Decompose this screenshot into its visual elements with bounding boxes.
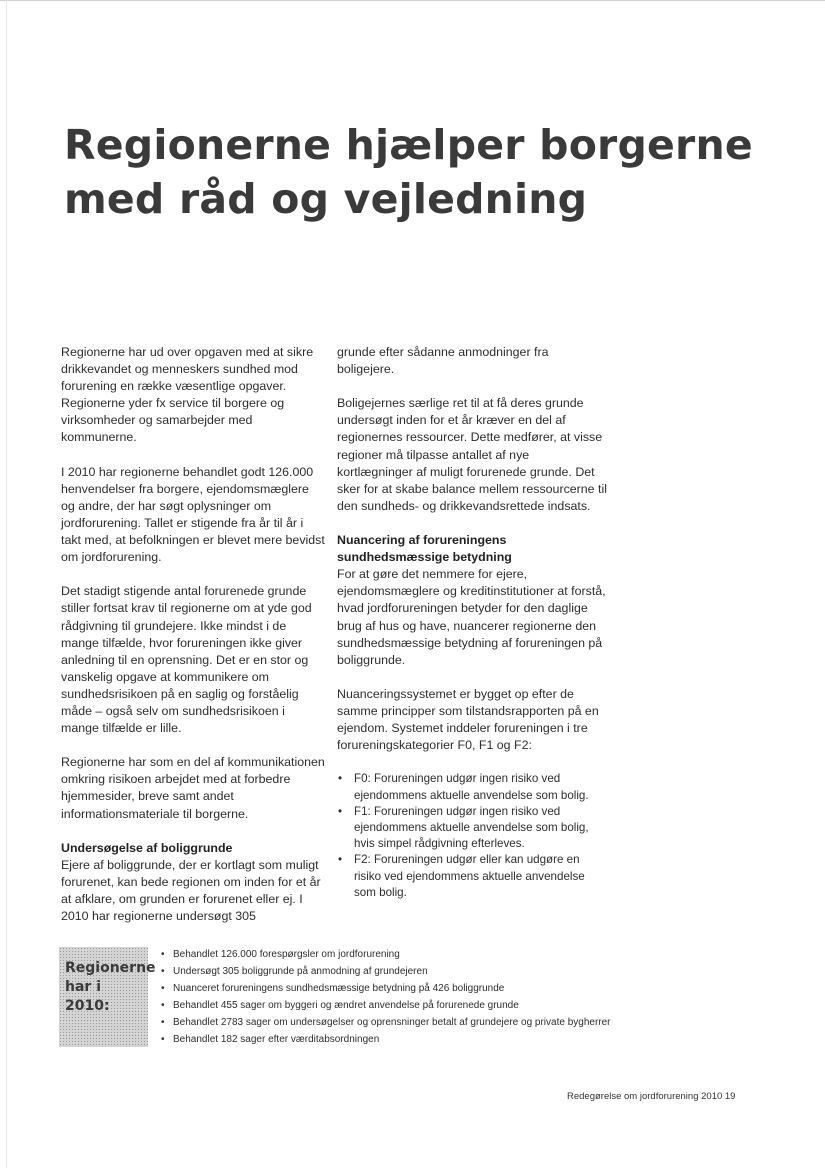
- category-list: [337, 771, 607, 901]
- paragraph-inquiries: I 2010 har regionerne behandlet godt 126.000 henvendelser fra borgere, ejendomsmæglere og andre, der har søgt oplysninger om jordforurening. Tallet er stigende fra år til år i takt med, at befolkningen er blevet mere bevidst om jordforurening.: [61, 464, 325, 565]
- summary-label-box: [59, 947, 156, 1047]
- page-footer: Redegørelse om jordforurening 2010 19: [567, 1091, 736, 1102]
- list-item: • Undersøgt 305 boliggrunde på anmodning af grundejeren: [161, 964, 681, 981]
- list-item: • Nuanceret forureningens sundhedsmæssige betydning på 426 boliggrunde: [161, 981, 681, 998]
- left-column: [61, 344, 326, 925]
- paragraph-continuation: grunde efter sådanne anmodninger fra boligejere.: [337, 345, 549, 377]
- list-item: • F0: Forureningen udgør ingen risiko ved ejendommens aktuelle anvendelse som bolig.: [337, 771, 607, 803]
- list-item: • Behandlet 182 sager efter værditabsordningen: [161, 1032, 681, 1049]
- paragraph-categories: Nuanceringssystemet er bygget op efter de samme principper som tilstandsrapporten på en ejendom. Systemet inddeler forureningen i tre forureningskategorier F0, F1 og F2:: [337, 686, 599, 753]
- list-item: • Behandlet 455 sager om byggeri og ændret anvendelse på forurenede grunde: [161, 998, 681, 1015]
- scan-top-edge: [0, 0, 825, 1]
- page-title: [64, 118, 764, 226]
- paragraph-nuancering: For at gøre det nemmere for ejere, ejendomsmæglere og kreditinstitutioner at forstå, hvad jordforureningen betyder for den daglige brug af hus og have, nuancerer regionerne den sundhedsmæssige betydning af forureningen på boliggrunde.: [337, 567, 606, 667]
- scan-left-edge: [6, 0, 7, 1168]
- section-heading-boliggrunde: Undersøgelse af boliggrunde: [61, 840, 233, 855]
- list-item: • Behandlet 2783 sager om undersøgelser og oprensninger betalt af grundejere og private bygherrer: [161, 1015, 681, 1032]
- summary-label: Regionerne har i 2010:: [65, 960, 156, 1014]
- paragraph-owner-rights: Boligejernes særlige ret til at få deres grunde undersøgt inden for et år kræver en del af regionernes ressourcer. Dette medfører, at visse regioner må tilpasse antallet af nye kortlægninger af muligt forurenede grunde. Det sker for at skabe balance mellem ressourcerne til den sundheds- og drikkevandsrettede indsats.: [337, 396, 607, 513]
- section-heading-nuancering: Nuancering af forureningens sundhedsmæssige betydning: [337, 533, 512, 565]
- paragraph-advice: Det stadigt stigende antal forurenede grunde stiller fortsat krav til regionerne om at yde god rådgivning til grundejere. Ikke mindst i de mange tilfælde, hvor forureningen ikke giver anledning til en oprensning. Det er en stor og vanskelig opgave at kommunikere om sundhedsrisikoen på en saglig og forståelig måde – også selv om sundhedsrisikoen i mange tilfælde er lille.: [61, 584, 312, 736]
- list-item: • F2: Forureningen udgør eller kan udgøre en risiko ved ejendommens aktuelle anvendelse som bolig.: [337, 852, 607, 901]
- summary-list: [161, 947, 681, 1048]
- paragraph-intro: Regionerne har ud over opgaven med at sikre drikkevandet og menneskers sundhed mod forurening en række væsentlige opgaver. Regionerne yder fx service til borgere og virksomheder og samarbejder med kommunerne.: [61, 345, 314, 445]
- paragraph-communication: Regionerne har som en del af kommunikationen omkring risikoen arbejdet med at forbedre hjemmesider, breve samt andet informationsmateriale til borgerne.: [61, 755, 325, 821]
- list-item: • Behandlet 126.000 forespørgsler om jordforurening: [161, 947, 681, 964]
- right-column: [337, 344, 607, 901]
- list-item: • F1: Forureningen udgør ingen risiko ved ejendommens aktuelle anvendelse som bolig, hvis simpel rådgivning efterleves.: [337, 804, 607, 853]
- paragraph-boliggrunde: Ejere af boliggrunde, der er kortlagt som muligt forurenet, kan bede regionen om inden for et år at afklare, om grunden er forurenet eller ej. I 2010 har regionerne undersøgt 305: [61, 857, 321, 924]
- title-line-1: Regionerne hjælper borgerne: [64, 121, 753, 169]
- title-line-2: med råd og vejledning: [64, 175, 588, 223]
